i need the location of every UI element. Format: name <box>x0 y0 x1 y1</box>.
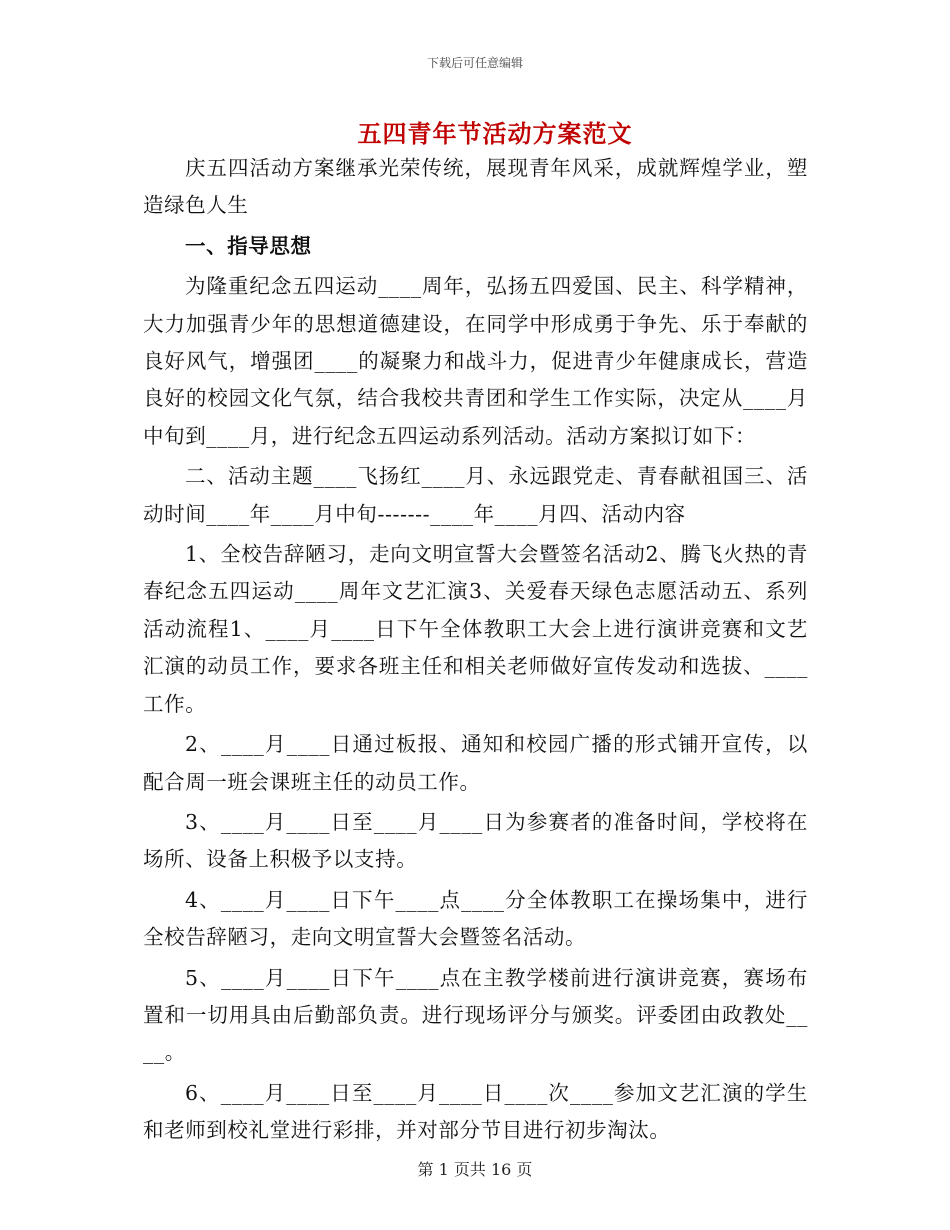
body-paragraph: 6、____月____日至____月____日____次____参加文艺汇演的学生和老师到校礼堂进行彩排，并对部分节目进行初步淘汰。 <box>143 1080 808 1143</box>
body-paragraph: 4、____月____日下午____点____分全体教职工在操场集中，进行全校告辞陋习，走向文明宣誓大会暨签名活动。 <box>143 887 808 950</box>
body-paragraph: 2、____月____日通过板报、通知和校园广播的形式铺开宣传，以配合周一班会课班主任的动员工作。 <box>143 732 808 794</box>
document-title: 五四青年节活动方案范文 <box>357 119 633 148</box>
section-heading-guiding-ideology: 一、指导思想 <box>185 233 312 258</box>
body-paragraph: 二、活动主题____飞扬红____月、永远跟党走、青春献祖国三、活动时间____年____月中旬-------____年____月四、活动内容 <box>143 464 808 526</box>
page-number: 第 1 页共 16 页 <box>417 1160 533 1179</box>
header-note: 下载后可任意编辑 <box>426 56 523 70</box>
body-paragraph: 为隆重纪念五四运动____周年，弘扬五四爱国、民主、科学精神，大力加强青少年的思想道德建设，在同学中形成勇于争先、乐于奉献的良好风气，增强团____的凝聚力和战斗力，促进青少年健康成长，营造良好的校园文化气氛，结合我校共青团和学生工作实际，决定从____月中旬到____月，进行纪念五四运动系列活动。活动方案拟订如下： <box>143 274 808 448</box>
body-paragraph: 1、全校告辞陋习，走向文明宣誓大会暨签名活动2、腾飞火热的青春纪念五四运动____周年文艺汇演3、关爱春天绿色志愿活动五、系列活动流程1、____月____日下午全体教职工大会上进行演讲竞赛和文艺汇演的动员工作，要求各班主任和相关老师做好宣传发动和选拔、____工作。 <box>143 542 808 716</box>
document-body <box>143 150 808 1153</box>
body-paragraph: 5、____月____日下午____点在主教学楼前进行演讲竞赛，赛场布置和一切用具由后勤部负责。进行现场评分与颁奖。评委团由政教处____。 <box>143 965 808 1065</box>
body-paragraph: 3、____月____日至____月____日为参赛者的准备时间，学校将在场所、设备上积极予以支持。 <box>143 809 808 872</box>
intro-paragraph: 庆五四活动方案继承光荣传统，展现青年风采，成就辉煌学业，塑造绿色人生 <box>143 156 808 218</box>
